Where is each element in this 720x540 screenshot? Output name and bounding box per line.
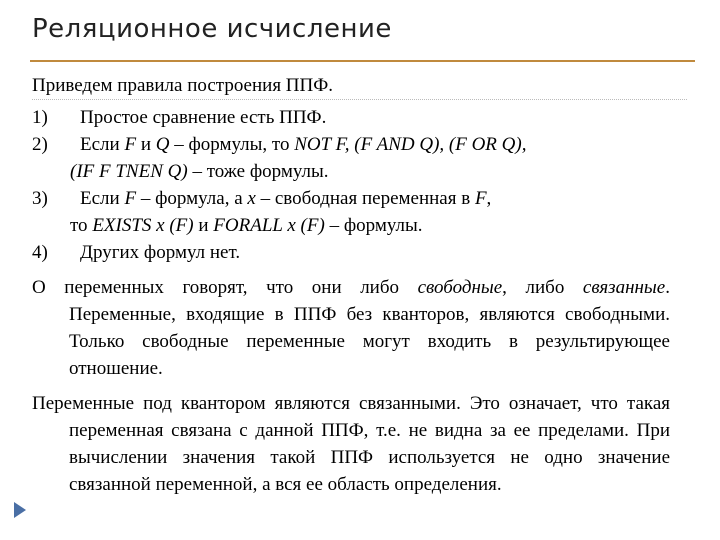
rule-number: 2) [32,134,48,155]
formula-expr: EXISTS x (F) [92,215,194,236]
arrow-right-icon[interactable] [14,502,26,518]
rule-text: Простое сравнение есть ППФ. [80,107,327,128]
para-text: . Переменные, входящие в ППФ без кванторов, являются свободными. Только свободные переменные могут входить в результирующее отношение. [69,277,670,379]
rule-item-1 [32,104,670,131]
rule-text-part: – свободная переменная в [255,188,475,209]
rule-text-part: Если [80,134,125,155]
para-text: , либо [502,277,583,298]
rule-item-2-cont [32,158,670,185]
paragraph-free-bound [32,274,670,382]
rule-text-part: то [70,215,93,236]
para-text: О переменных говорят, что они либо [32,277,418,298]
formula-var: Q [155,134,170,155]
formula-var: F [124,188,137,209]
slide-content [32,72,670,498]
rule-number: 1) [32,107,48,128]
slide-title: Реляционное исчисление [32,14,392,44]
rule-text-part: и [193,215,214,236]
rule-text-part: – формула, а [136,188,248,209]
formula-var: F [124,134,137,155]
intro-line: Приведем правила построения ППФ. [32,72,687,100]
formula-expr: (IF F TNEN Q) [70,161,188,182]
formula-var: F [474,188,487,209]
rule-text-part: – тоже формулы. [187,161,329,182]
formula-var: x [247,188,256,209]
rule-number: 4) [32,242,48,263]
rule-text: Других формул нет. [80,242,241,263]
emphasis-term: свободные [417,277,503,298]
rule-text-part: , [486,188,492,209]
rule-item-3 [32,185,670,212]
formula-expr: FORALL x (F) [213,215,325,236]
rule-item-2 [32,131,670,158]
rule-text-part: – формулы, то [169,134,295,155]
emphasis-term: связанные [582,277,666,298]
rule-text-part: – формулы. [324,215,423,236]
rule-text-part: Если [80,188,125,209]
rule-item-3-cont [32,212,670,239]
rule-number: 3) [32,188,48,209]
rule-text-part: и [136,134,156,155]
title-divider [30,60,695,62]
rule-item-4 [32,239,670,266]
paragraph-bound-variables: Переменные под квантором являются связанными. Это означает, что такая переменная связана с данной ППФ, т.е. не видна за ее пределами. При вычислении значения такой ППФ используется не одно значение связанной переменной, а вся ее область определения. [32,393,670,495]
formula-expr: NOT F, (F AND Q), (F OR Q), [294,134,527,155]
